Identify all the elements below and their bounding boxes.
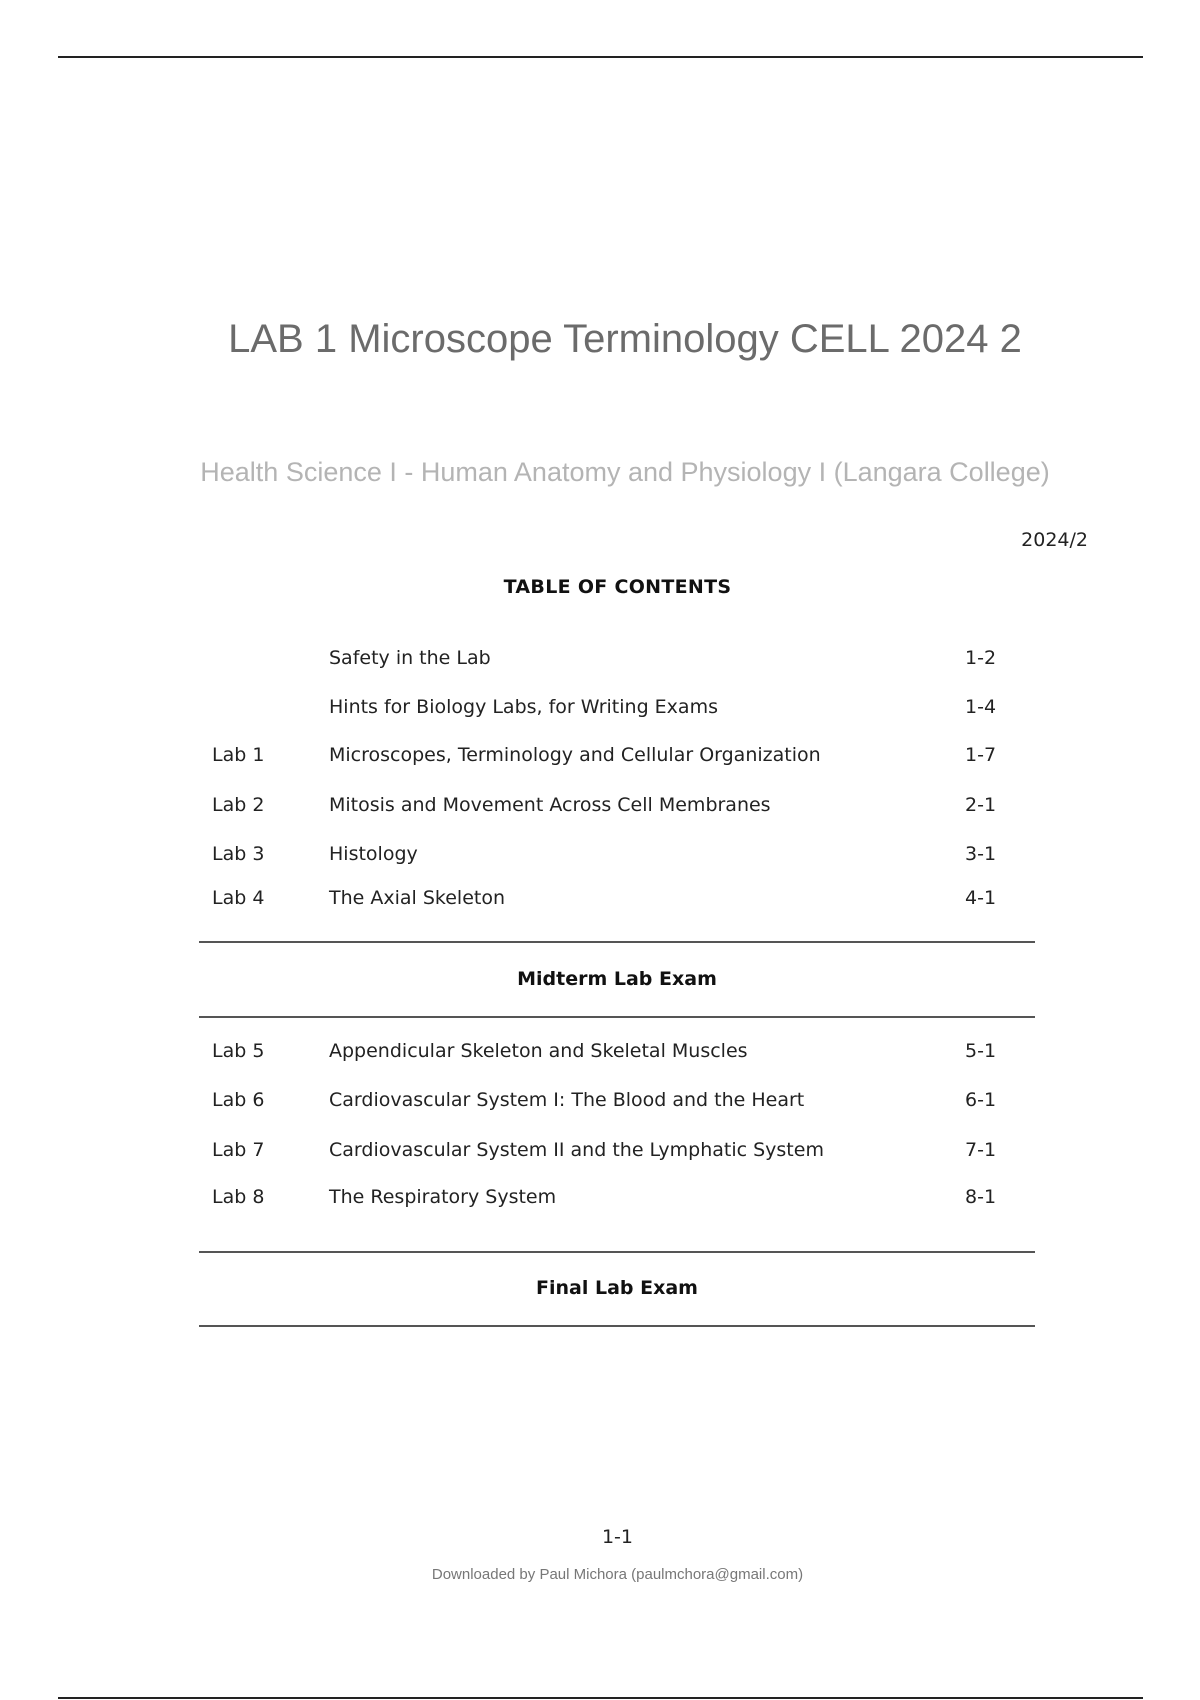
toc-page: 1-7 [965, 744, 997, 766]
toc-lab-label: Lab 5 [212, 1040, 265, 1062]
top-rule [58, 56, 1143, 58]
toc-lab-label: Lab 2 [212, 794, 265, 816]
toc-lab-label: Lab 6 [212, 1089, 265, 1111]
toc-topic: Cardiovascular System II and the Lymphatic System [329, 1139, 824, 1161]
toc-row [0, 887, 1200, 915]
toc-lab-label: Lab 4 [212, 887, 265, 909]
toc-lab-label: Lab 8 [212, 1186, 265, 1208]
divider [199, 1251, 1035, 1253]
bottom-rule [58, 1697, 1143, 1699]
toc-topic: Cardiovascular System I: The Blood and the Heart [329, 1089, 805, 1111]
document-title: LAB 1 Microscope Terminology CELL 2024 2 [228, 317, 1022, 361]
toc-row [0, 1089, 1200, 1117]
toc-row [0, 794, 1200, 822]
toc-row [0, 1139, 1200, 1167]
toc-lab-label: Lab 3 [212, 843, 265, 865]
divider [199, 1325, 1035, 1327]
toc-row [0, 696, 1200, 724]
toc-row [0, 647, 1200, 675]
toc-lab-label: Lab 1 [212, 744, 265, 766]
midterm-exam-label: Midterm Lab Exam [517, 968, 717, 990]
toc-row [0, 843, 1200, 871]
toc-row [0, 744, 1200, 772]
toc-page: 6-1 [965, 1089, 997, 1111]
toc-topic: Safety in the Lab [329, 647, 491, 669]
page-number: 1-1 [601, 1526, 634, 1548]
toc-page: 1-2 [965, 647, 997, 669]
toc-heading: TABLE OF CONTENTS [503, 576, 732, 598]
toc-topic: Histology [329, 843, 418, 865]
toc-page: 8-1 [965, 1186, 997, 1208]
toc-topic: The Respiratory System [329, 1186, 557, 1208]
toc-page: 1-4 [965, 696, 997, 718]
toc-page: 4-1 [965, 887, 997, 909]
toc-page: 3-1 [965, 843, 997, 865]
toc-page: 2-1 [965, 794, 997, 816]
divider [199, 941, 1035, 943]
toc-row [0, 1186, 1200, 1214]
toc-topic: Appendicular Skeleton and Skeletal Muscles [329, 1040, 748, 1062]
document-subtitle: Health Science I - Human Anatomy and Physiology I (Langara College) [200, 457, 1050, 487]
toc-topic: Microscopes, Terminology and Cellular Organization [329, 744, 821, 766]
toc-page: 5-1 [965, 1040, 997, 1062]
toc-topic: Mitosis and Movement Across Cell Membranes [329, 794, 771, 816]
toc-topic: Hints for Biology Labs, for Writing Exams [329, 696, 718, 718]
term-label: 2024/2 [1021, 529, 1088, 551]
divider [199, 1016, 1035, 1018]
toc-topic: The Axial Skeleton [329, 887, 506, 909]
final-exam-label: Final Lab Exam [536, 1277, 698, 1299]
toc-page: 7-1 [965, 1139, 997, 1161]
toc-lab-label: Lab 7 [212, 1139, 265, 1161]
toc-row [0, 1040, 1200, 1068]
download-note: Downloaded by Paul Michora (paulmchora@gmail.com) [431, 1566, 804, 1583]
